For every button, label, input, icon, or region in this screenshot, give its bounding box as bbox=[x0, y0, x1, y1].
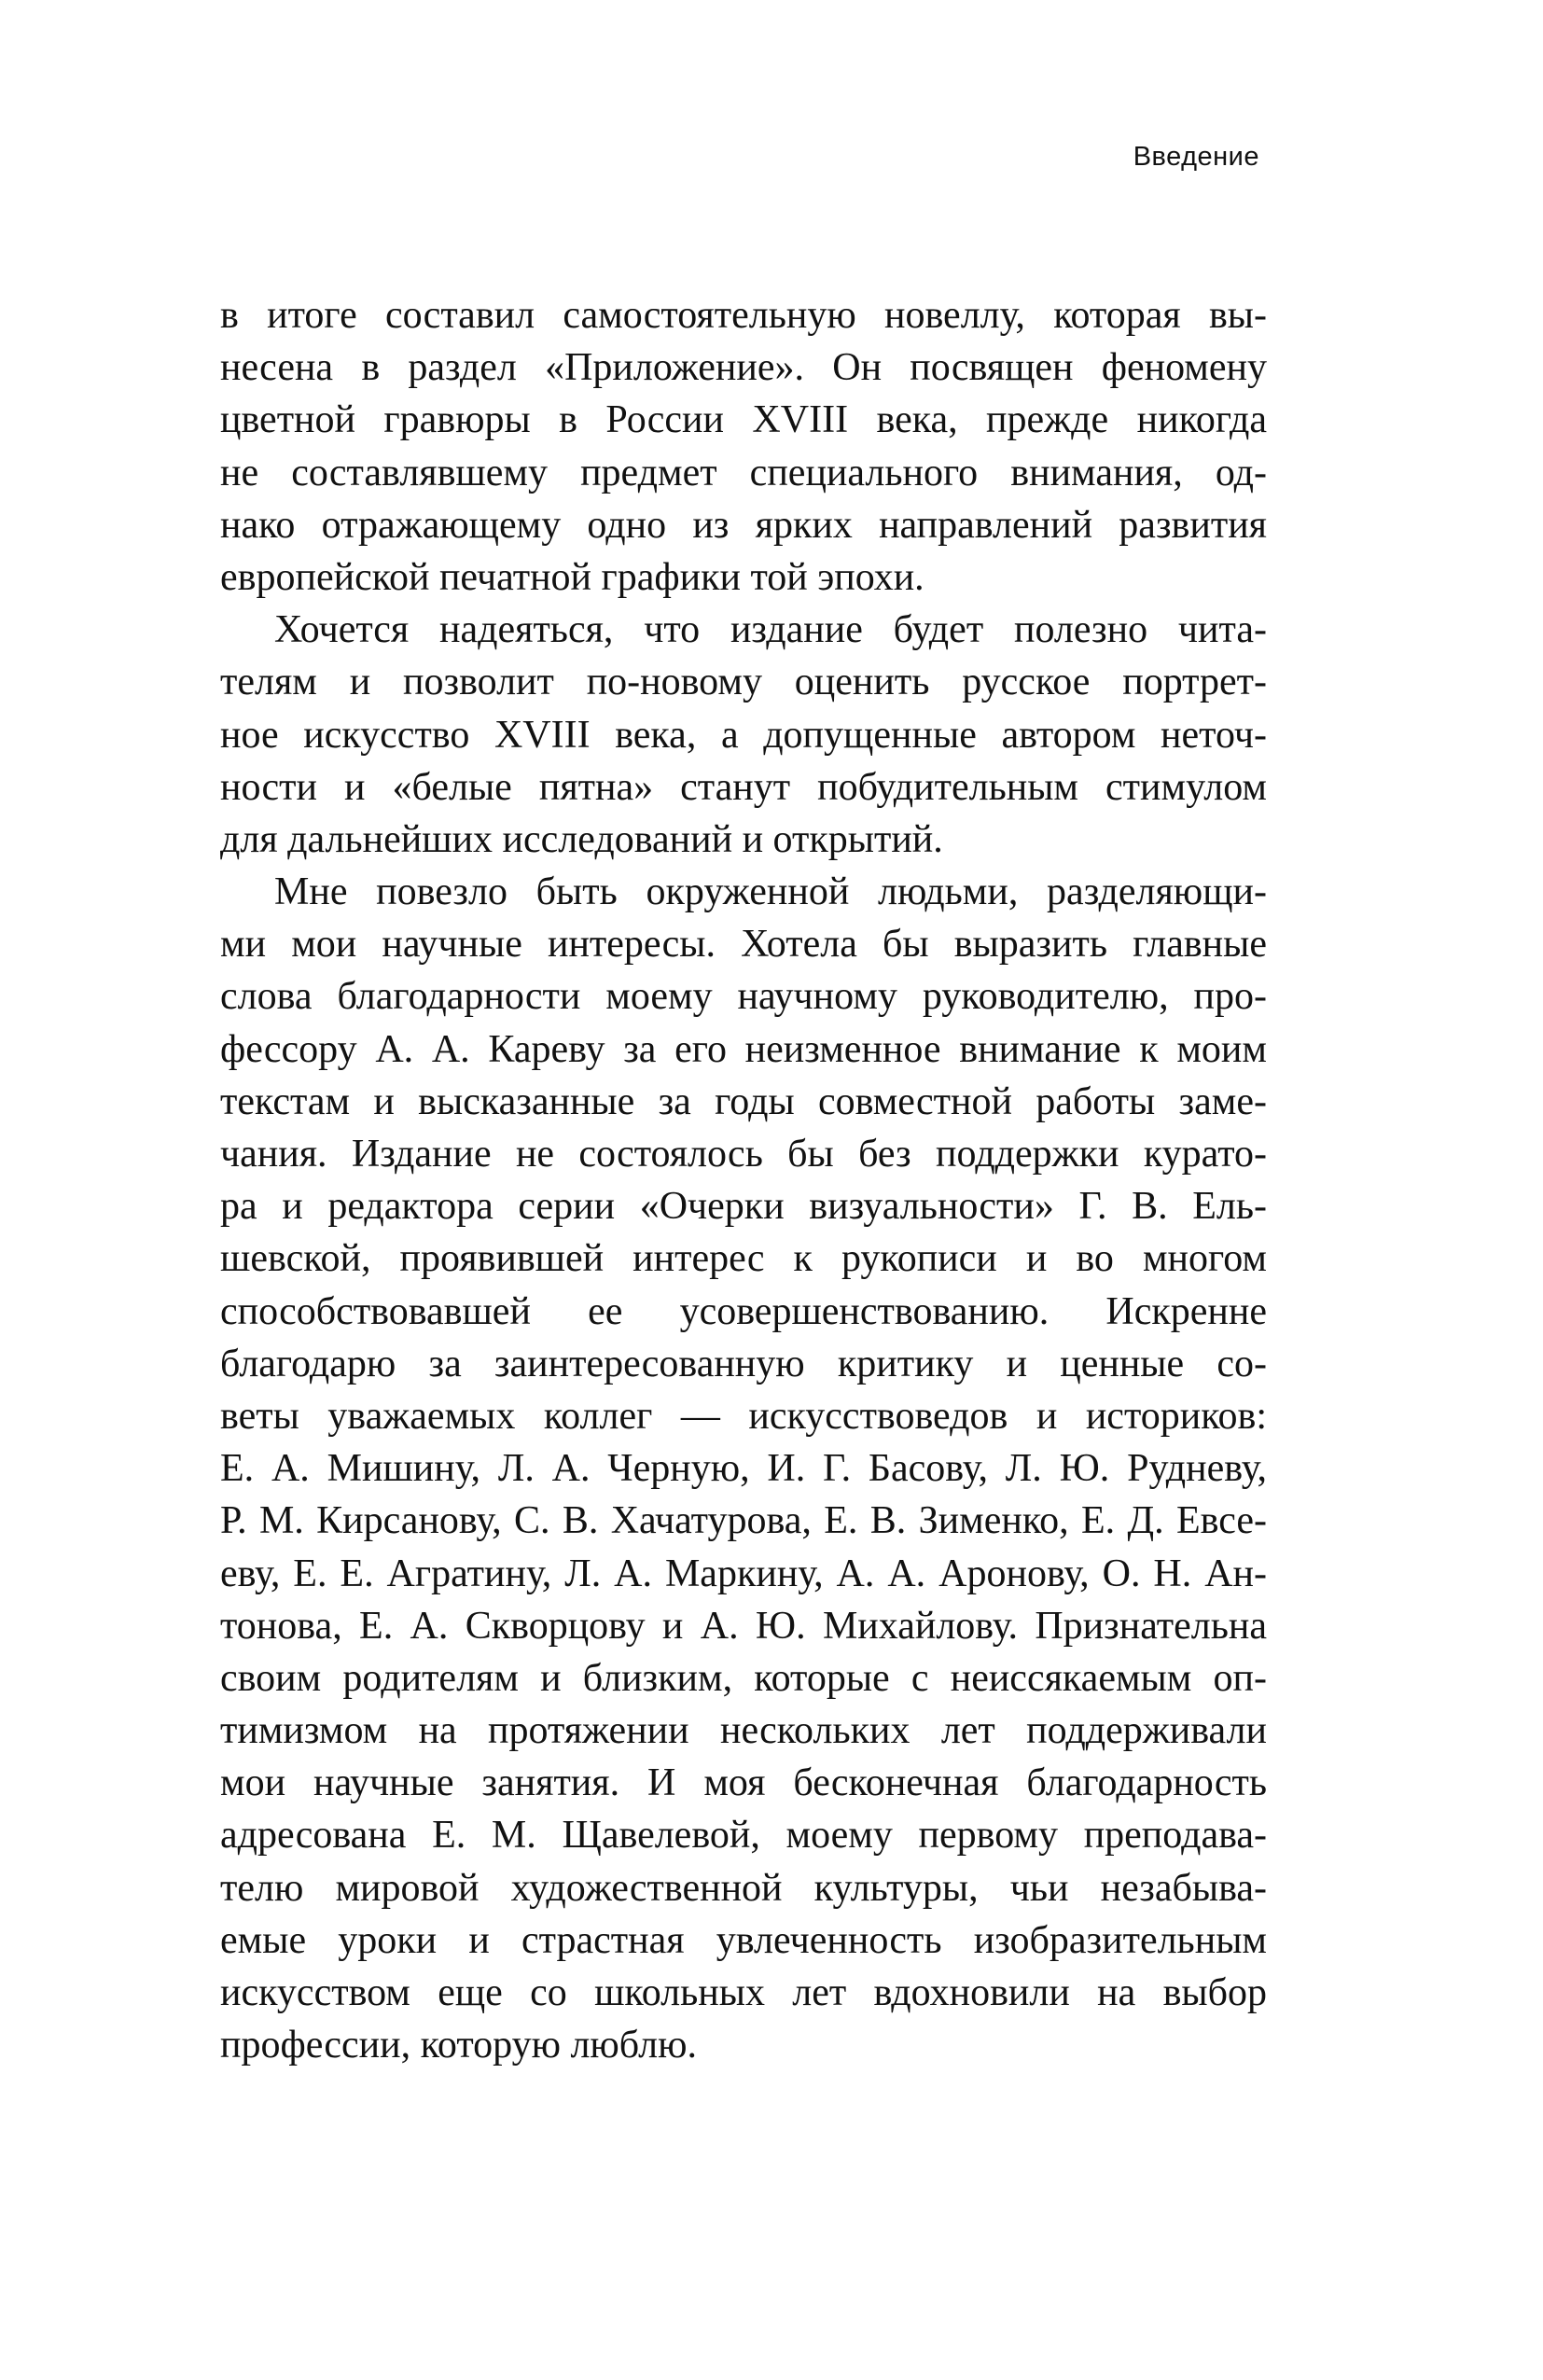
text-line: искусством еще со школьных лет вдохновили на выбор bbox=[220, 1971, 1267, 2014]
text-line: профессии, которую люблю. bbox=[220, 2024, 697, 2067]
text-line: ное искусство XVIII века, а допущенные автором неточ- bbox=[220, 713, 1267, 757]
text-line: цветной гравюры в России XVIII века, прежде никогда bbox=[220, 398, 1267, 442]
text-line: способствовавшей ее усовершенствованию. Искренне bbox=[220, 1289, 1267, 1333]
text-line: тонова, Е. А. Скворцову и А. Ю. Михайлову. Признательна bbox=[220, 1604, 1267, 1648]
text-line: еву, Е. Е. Агратину, Л. А. Маркину, А. А. Аронову, О. Н. Ан- bbox=[220, 1552, 1267, 1595]
text-line: благодарю за заинтересованную критику и ценные со- bbox=[220, 1342, 1267, 1385]
text-line: ности и «белые пятна» станут побудительным стимулом bbox=[220, 765, 1267, 809]
text-line: телям и позволит по-новому оценить русское портрет- bbox=[220, 661, 1267, 704]
text-line: слова благодарности моему научному руководителю, про- bbox=[220, 975, 1267, 1019]
body-text bbox=[220, 289, 1267, 2071]
text-line: для дальнейших исследований и открытий. bbox=[220, 817, 943, 861]
text-line: ра и редактора серии «Очерки визуальности» Г. В. Ель- bbox=[220, 1185, 1267, 1229]
text-line: Е. А. Мишину, Л. А. Черную, И. Г. Басову, Л. Ю. Рудневу, bbox=[220, 1447, 1267, 1491]
text-line: фессору А. А. Кареву за его неизменное внимание к моим bbox=[220, 1027, 1267, 1071]
paragraph-3 bbox=[220, 866, 1267, 2071]
text-line: Мне повезло быть окруженной людьми, разделяющи- bbox=[274, 870, 1267, 914]
text-line: Хочется надеяться, что издание будет полезно чита- bbox=[274, 608, 1267, 652]
text-line: нако отражающему одно из ярких направлений развития bbox=[220, 503, 1267, 547]
text-line: не составлявшему предмет специального внимания, од- bbox=[220, 451, 1267, 494]
text-line: несена в раздел «Приложение». Он посвящен феномену bbox=[220, 346, 1267, 390]
text-line: Р. М. Кирсанову, С. В. Хачатурова, Е. В. Зименко, Е. Д. Евсе- bbox=[220, 1499, 1267, 1543]
text-line: ми мои научные интересы. Хотела бы выразить главные bbox=[220, 923, 1267, 967]
text-line: тимизмом на протяжении нескольких лет поддерживали bbox=[220, 1709, 1267, 1753]
paragraph-2 bbox=[220, 604, 1267, 866]
text-line: веты уважаемых коллег — искусствоведов и историков: bbox=[220, 1394, 1267, 1438]
text-line: емые уроки и страстная увлеченность изобразительным bbox=[220, 1918, 1267, 1962]
running-header: Введение bbox=[1133, 142, 1259, 172]
text-line: в итоге составил самостоятельную новеллу, которая вы- bbox=[220, 294, 1267, 337]
text-line: своим родителям и близким, которые с неиссякаемым оп- bbox=[220, 1656, 1267, 1700]
text-line: текстам и высказанные за годы совместной работы заме- bbox=[220, 1079, 1267, 1123]
text-line: телю мировой художественной культуры, чьи незабыва- bbox=[220, 1866, 1267, 1910]
text-line: шевской, проявившей интерес к рукописи и во многом bbox=[220, 1237, 1267, 1281]
text-line: адресована Е. М. Щавелевой, моему первому преподава- bbox=[220, 1814, 1267, 1858]
paragraph-1 bbox=[220, 289, 1267, 604]
text-line: чания. Издание не состоялось бы без поддержки курато- bbox=[220, 1133, 1267, 1176]
text-line: европейской печатной графики той эпохи. bbox=[220, 555, 924, 599]
text-line: мои научные занятия. И моя бесконечная благодарность bbox=[220, 1761, 1267, 1805]
